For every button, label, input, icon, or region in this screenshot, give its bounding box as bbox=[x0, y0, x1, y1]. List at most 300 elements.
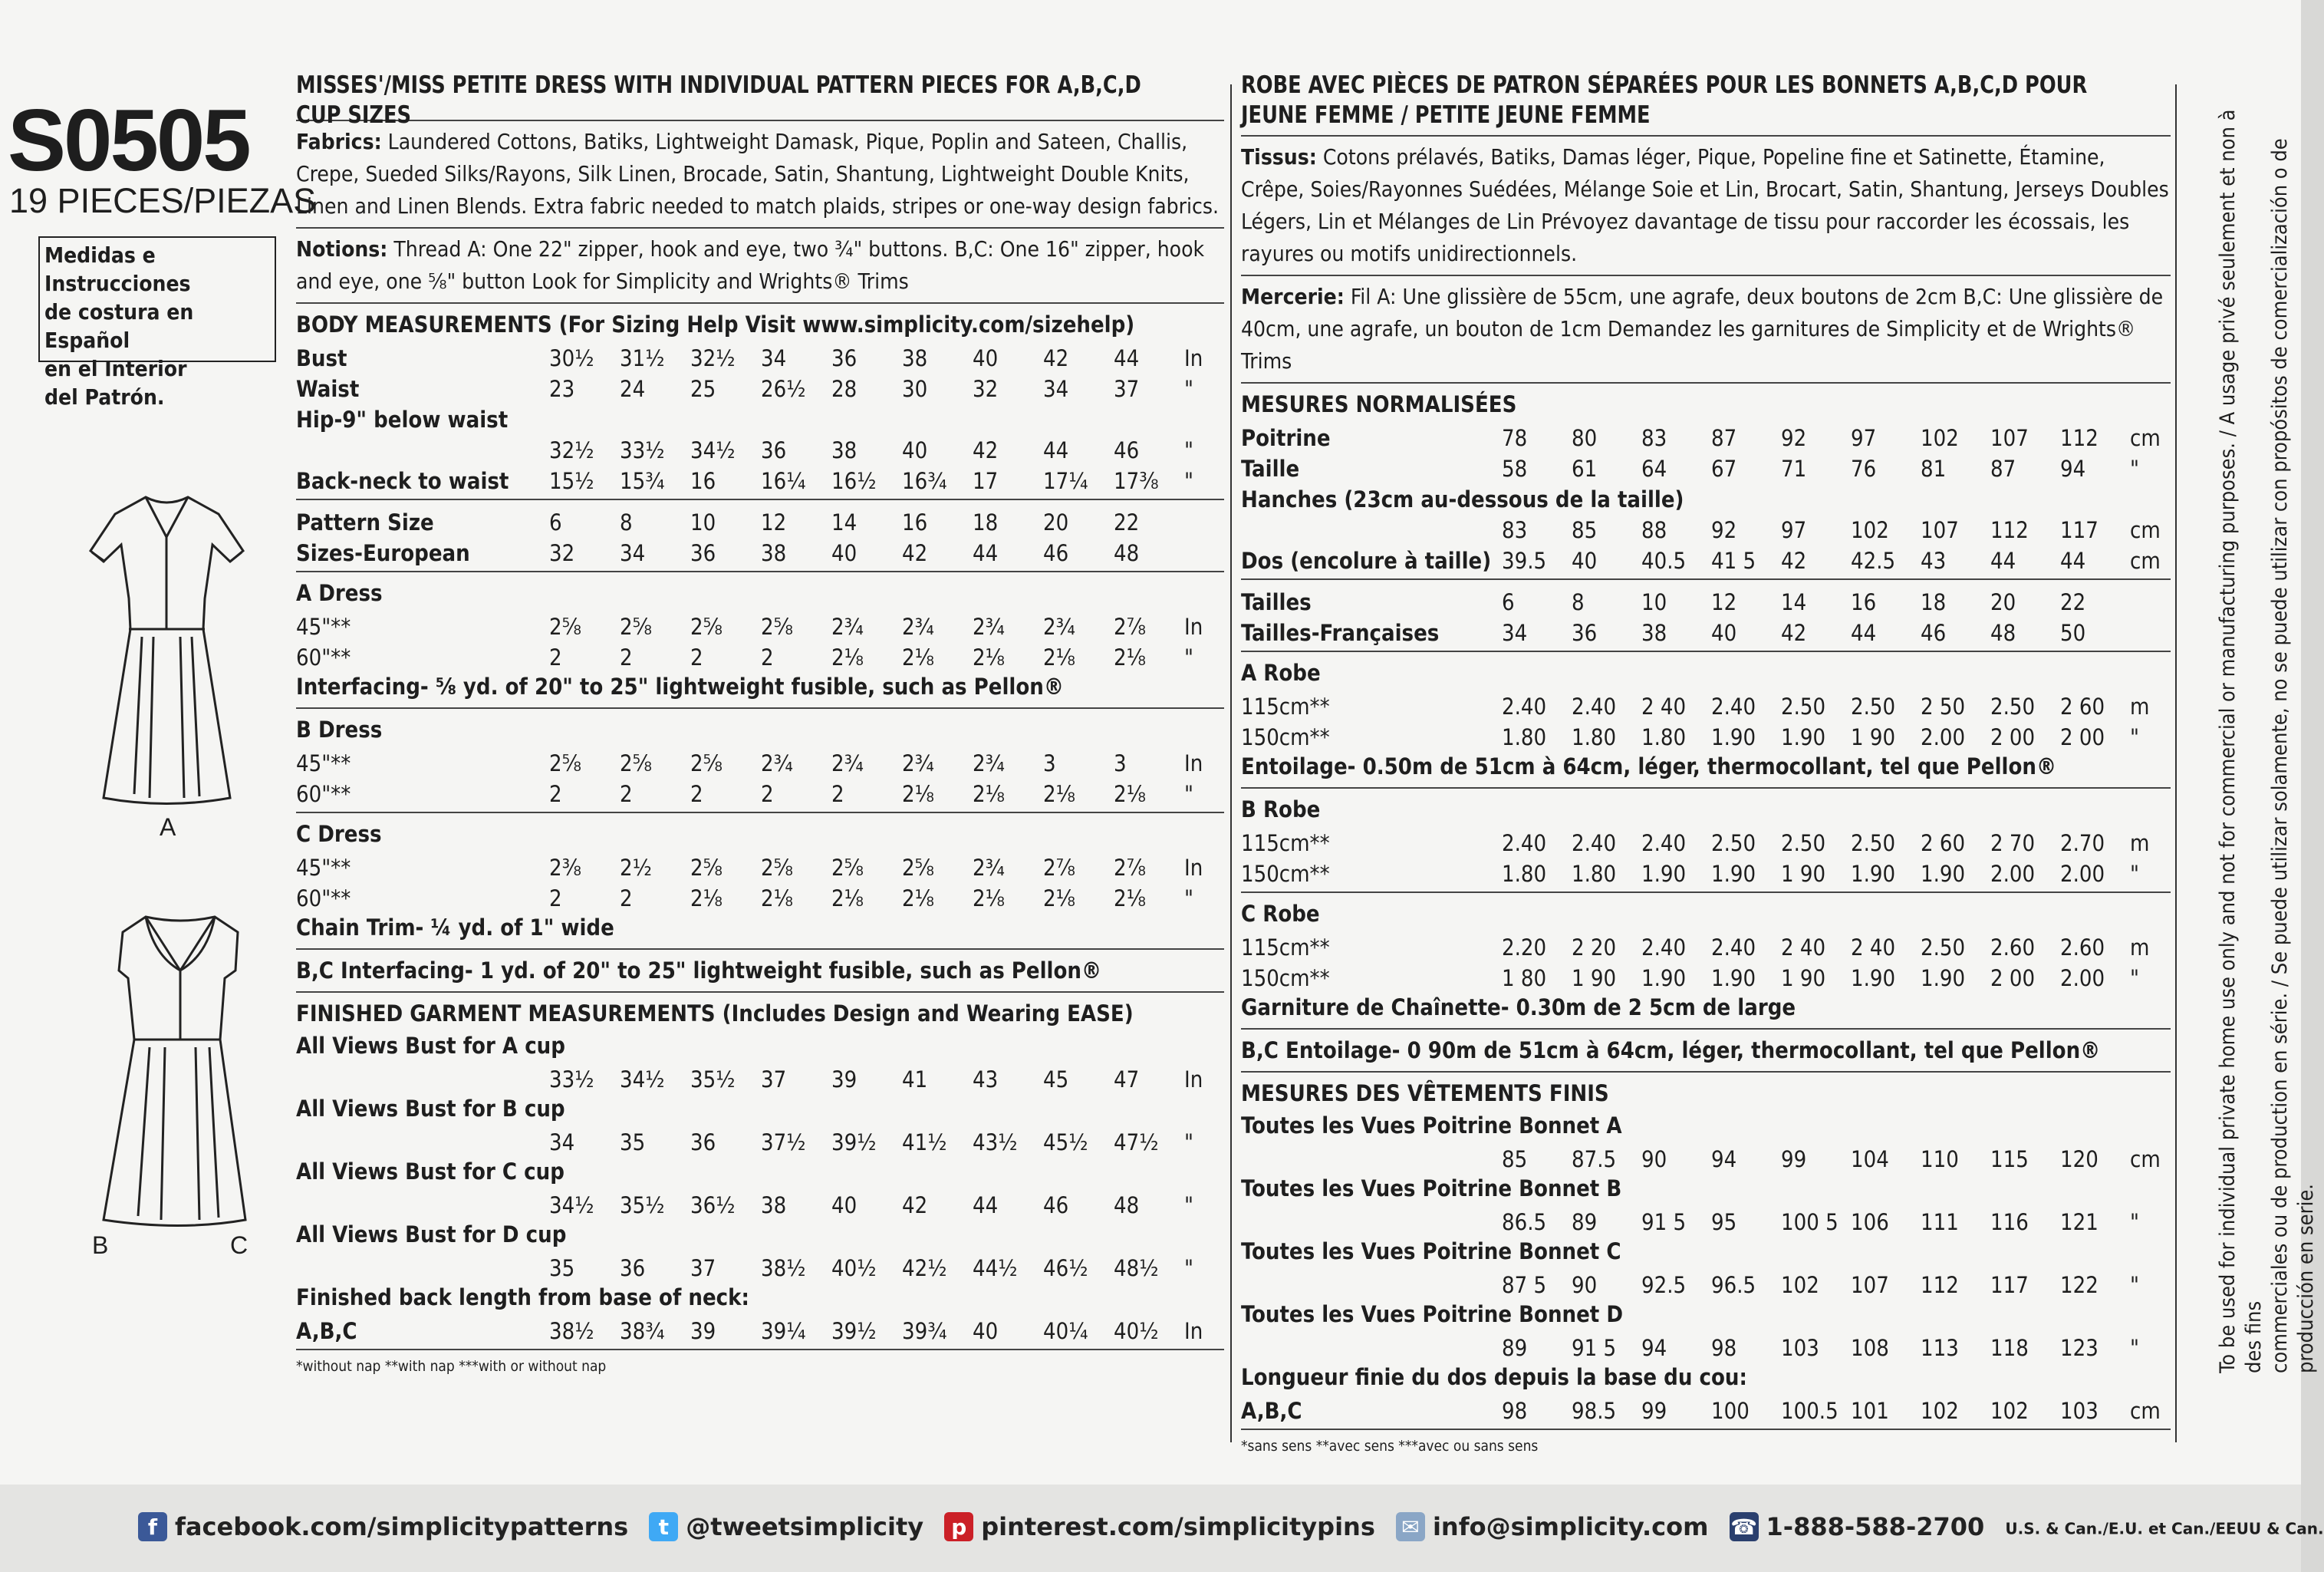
row-value: 85 bbox=[1572, 517, 1598, 543]
row-unit: " bbox=[1184, 1255, 1193, 1281]
divider bbox=[296, 571, 1224, 572]
row-value: 17⅜ bbox=[1114, 468, 1159, 494]
back-length-title: Finished back length from base of neck: bbox=[296, 1284, 749, 1310]
row-value: 90 bbox=[1572, 1272, 1598, 1298]
row-unit: " bbox=[1184, 885, 1193, 911]
row-value: 107 bbox=[1990, 425, 2029, 451]
table-row bbox=[296, 1125, 1224, 1155]
row-value: 23 bbox=[549, 376, 575, 402]
divider bbox=[1241, 1028, 2171, 1030]
row-value: 34½ bbox=[549, 1192, 594, 1218]
row-value: 16¼ bbox=[761, 468, 806, 494]
row-value: 32 bbox=[549, 540, 575, 566]
divider bbox=[1241, 382, 2171, 384]
row-label: 115cm** bbox=[1241, 694, 1330, 720]
facebook-text: facebook.com/simplicitypatterns bbox=[175, 1512, 629, 1541]
sens-footnote: *sans sens **avec sens ***avec ou sans sens bbox=[1241, 1438, 1539, 1455]
fabrics-text: Laundered Cottons, Batiks, Lightweight Damask, Pique, Poplin and Sateen, Challis, Crepe, Sueded Silks/Rayons, Silk Linen, Brocade, Satin, Shantung, Lightweight Double Knits, Linen and Linen Blends. Extra fabric needed to match plaids, stripes or one-way design fabrics. bbox=[296, 129, 1219, 219]
table-row bbox=[296, 1313, 1224, 1344]
twitter-text: @tweetsimplicity bbox=[686, 1512, 924, 1541]
row-value: 3 bbox=[1043, 750, 1056, 776]
spanish-line: Medidas e Instrucciones bbox=[44, 242, 191, 296]
piece-count: 19 PIECES/PIEZAS bbox=[9, 181, 317, 220]
row-value: 2 bbox=[761, 644, 774, 671]
row-value: 2 bbox=[549, 885, 562, 911]
row-value: 2¾ bbox=[973, 614, 1005, 640]
french-column bbox=[1241, 71, 2171, 1455]
row-value: 88 bbox=[1641, 517, 1667, 543]
row-value: 111 bbox=[1921, 1209, 1959, 1235]
bc-entoilage-note: B,C Entoilage- 0 90m de 51cm à 64cm, léger, thermocollant, tel que Pellon® bbox=[1241, 1037, 2101, 1063]
row-label: 45"** bbox=[296, 750, 351, 776]
row-label: 60"** bbox=[296, 644, 351, 671]
row-value: 2¾ bbox=[831, 750, 864, 776]
row-value: 39½ bbox=[831, 1129, 877, 1155]
mercerie-text: Fil A: Une glissière de 55cm, une agrafe, deux boutons de 2cm B,C: Une glissière de 40cm, une agrafe, un bouton de 1cm Demandez les garnitures de Simplicity et de Wrights® Trims bbox=[1241, 284, 2164, 374]
row-value: 85 bbox=[1502, 1146, 1528, 1172]
nap-footnote: *without nap **with nap ***with or without nap bbox=[296, 1358, 607, 1375]
finished-measurements-title: FINISHED GARMENT MEASUREMENTS (Includes Design and Wearing EASE) bbox=[296, 1000, 1134, 1027]
robe-a-entoilage: Entoilage- 0.50m de 51cm à 64cm, léger, thermocollant, tel que Pellon® bbox=[1241, 753, 2057, 779]
row-value: 117 bbox=[1990, 1272, 2029, 1298]
row-value: 3 bbox=[1114, 750, 1127, 776]
row-value: 1.80 bbox=[1502, 861, 1547, 887]
view-a-label: A bbox=[160, 813, 176, 841]
row-value: 92 bbox=[1711, 517, 1737, 543]
row-value: 2⅝ bbox=[620, 750, 652, 776]
row-value: 46 bbox=[1043, 540, 1069, 566]
row-label: Waist bbox=[296, 376, 360, 402]
row-value: 2 bbox=[620, 885, 633, 911]
row-value: 48 bbox=[1114, 540, 1140, 566]
row-unit: " bbox=[2130, 1272, 2139, 1298]
row-value: 36 bbox=[1572, 620, 1598, 646]
row-value: 2 20 bbox=[1572, 934, 1617, 961]
row-value: 90 bbox=[1641, 1146, 1667, 1172]
row-value: 110 bbox=[1921, 1146, 1959, 1172]
row-value: 40 bbox=[1711, 620, 1737, 646]
row-unit: " bbox=[1184, 376, 1193, 402]
row-value: 2 bbox=[690, 644, 703, 671]
row-value: 2⅝ bbox=[549, 750, 581, 776]
tailles-table bbox=[1241, 585, 2171, 646]
row-value: 2⅞ bbox=[1114, 614, 1146, 640]
row-value: 31½ bbox=[620, 345, 665, 371]
row-value: 2.40 bbox=[1502, 694, 1547, 720]
row-value: 39.5 bbox=[1502, 548, 1547, 574]
table-row bbox=[1241, 1393, 2171, 1424]
row-label: 60"** bbox=[296, 781, 351, 807]
row-value: 2.40 bbox=[1572, 830, 1617, 856]
row-label: 60"** bbox=[296, 885, 351, 911]
row-value: 40 bbox=[831, 1192, 858, 1218]
table-row bbox=[296, 536, 1224, 566]
row-heading: All Views Bust for A cup bbox=[296, 1033, 565, 1059]
row-value: 2 bbox=[761, 781, 774, 807]
table-row bbox=[296, 433, 1224, 463]
row-value: 35½ bbox=[690, 1066, 736, 1092]
table-row bbox=[1241, 482, 2171, 512]
row-value: 1.90 bbox=[1641, 861, 1687, 887]
row-unit: In bbox=[1184, 855, 1203, 881]
pattern-number: S0505 bbox=[8, 92, 249, 189]
dress-a-yardage bbox=[296, 609, 1224, 671]
pinterest-link[interactable] bbox=[944, 1512, 1375, 1541]
row-value: 1.90 bbox=[1851, 965, 1896, 991]
row-value: 2.00 bbox=[1990, 861, 2036, 887]
finished-measurements-table bbox=[296, 1030, 1224, 1281]
divider bbox=[1241, 1071, 2171, 1073]
row-value: 98 bbox=[1711, 1335, 1737, 1361]
english-column bbox=[296, 71, 1224, 1375]
row-label: Hanches (23cm au-dessous de la taille) bbox=[1241, 486, 1684, 512]
row-value: 117 bbox=[2060, 517, 2099, 543]
row-value: 12 bbox=[761, 509, 787, 536]
row-value: 39 bbox=[831, 1066, 858, 1092]
row-value: 2.50 bbox=[1711, 830, 1756, 856]
row-value: 2⅛ bbox=[1114, 644, 1146, 671]
mercerie-section bbox=[1241, 281, 2171, 377]
row-value: 1.80 bbox=[1641, 724, 1687, 750]
row-value: 15½ bbox=[549, 468, 594, 494]
disclaimer-line: To be used for individual private home use only and not for commercial or manufacturing purposes. / A usage privé seulement et non à des fins bbox=[2216, 109, 2266, 1373]
row-value: 33½ bbox=[620, 437, 665, 463]
divider bbox=[296, 948, 1224, 950]
row-label: Taille bbox=[1241, 456, 1300, 482]
mesures-finis-title: MESURES DES VÊTEMENTS FINIS bbox=[1241, 1080, 1609, 1106]
row-value: 18 bbox=[973, 509, 999, 536]
row-value: 2¾ bbox=[902, 614, 934, 640]
dress-a-interfacing: Interfacing- ⅝ yd. of 20" to 25" lightweight fusible, such as Pellon® bbox=[296, 674, 1064, 700]
divider bbox=[1241, 651, 2171, 652]
row-value: 6 bbox=[1502, 589, 1515, 615]
row-value: 92.5 bbox=[1641, 1272, 1687, 1298]
row-label: Back-neck to waist bbox=[296, 468, 509, 494]
row-label: A,B,C bbox=[296, 1318, 357, 1344]
row-value: 17 bbox=[973, 468, 999, 494]
row-value: 46 bbox=[1114, 437, 1140, 463]
robe-b-metrage bbox=[1241, 826, 2171, 887]
row-value: 1.90 bbox=[1921, 861, 1966, 887]
row-value: 30 bbox=[902, 376, 928, 402]
twitter-link[interactable] bbox=[649, 1512, 923, 1541]
row-value: 2½ bbox=[620, 855, 652, 881]
row-unit: " bbox=[1184, 1129, 1193, 1155]
row-unit: " bbox=[2130, 861, 2139, 887]
row-value: 2.40 bbox=[1572, 694, 1617, 720]
row-unit: In bbox=[1184, 614, 1203, 640]
row-unit: " bbox=[1184, 781, 1193, 807]
fabrics-section bbox=[296, 126, 1224, 222]
view-c-label: C bbox=[230, 1231, 249, 1259]
row-value: 10 bbox=[1641, 589, 1667, 615]
row-value: 50 bbox=[2060, 620, 2086, 646]
divider bbox=[1241, 787, 2171, 789]
row-value: 16 bbox=[690, 468, 716, 494]
row-unit: cm bbox=[2130, 1398, 2161, 1424]
row-value: 1.90 bbox=[1781, 724, 1826, 750]
english-title: MISSES'/MISS PETITE DRESS WITH INDIVIDUAL PATTERN PIECES FOR A,B,C,D CUP SIZES bbox=[296, 71, 1141, 129]
dress-a-title: A Dress bbox=[296, 580, 383, 606]
row-value: 38 bbox=[761, 1192, 787, 1218]
row-value: 6 bbox=[549, 509, 562, 536]
row-value: 112 bbox=[2060, 425, 2099, 451]
row-value: 2.40 bbox=[1641, 830, 1687, 856]
row-value: 42½ bbox=[902, 1255, 947, 1281]
row-value: 1.80 bbox=[1572, 724, 1617, 750]
row-value: 87 bbox=[1990, 456, 2016, 482]
row-value: 2.60 bbox=[1990, 934, 2036, 961]
row-heading: Toutes les Vues Poitrine Bonnet D bbox=[1241, 1301, 1624, 1327]
row-heading: All Views Bust for C cup bbox=[296, 1158, 565, 1185]
row-value: 36½ bbox=[690, 1192, 736, 1218]
row-unit: " bbox=[2130, 965, 2139, 991]
row-value: 17¼ bbox=[1043, 468, 1088, 494]
row-value: 2⅛ bbox=[831, 644, 864, 671]
row-value: 58 bbox=[1502, 456, 1528, 482]
row-value: 106 bbox=[1851, 1209, 1889, 1235]
row-value: 71 bbox=[1781, 456, 1807, 482]
row-value: 14 bbox=[831, 509, 858, 536]
row-value: 2.20 bbox=[1502, 934, 1547, 961]
row-value: 44 bbox=[1990, 548, 2016, 574]
row-value: 36 bbox=[620, 1255, 646, 1281]
row-unit: " bbox=[1184, 644, 1193, 671]
row-value: 48½ bbox=[1114, 1255, 1159, 1281]
divider bbox=[1241, 891, 2171, 893]
row-value: 41 bbox=[902, 1066, 928, 1092]
row-label: 115cm** bbox=[1241, 830, 1330, 856]
row-value: 118 bbox=[1990, 1335, 2029, 1361]
table-row bbox=[296, 640, 1224, 671]
row-value: 38 bbox=[902, 345, 928, 371]
row-value: 38 bbox=[761, 540, 787, 566]
row-value: 20 bbox=[1043, 509, 1069, 536]
row-value: 26½ bbox=[761, 376, 806, 402]
table-row bbox=[296, 746, 1224, 776]
divider bbox=[296, 499, 1224, 500]
row-value: 76 bbox=[1851, 456, 1877, 482]
divider bbox=[296, 302, 1224, 304]
robe-a-title: A Robe bbox=[1241, 660, 1321, 686]
row-value: 102 bbox=[1990, 1398, 2029, 1424]
table-row bbox=[1241, 1205, 2171, 1235]
table-row bbox=[296, 371, 1224, 402]
row-value: 78 bbox=[1502, 425, 1528, 451]
row-value: 61 bbox=[1572, 456, 1598, 482]
row-label: Tailles-Françaises bbox=[1241, 620, 1440, 646]
row-value: 2 60 bbox=[1921, 830, 1966, 856]
row-value: 24 bbox=[620, 376, 646, 402]
row-label: Bust bbox=[296, 345, 347, 371]
row-value: 2⅝ bbox=[761, 614, 793, 640]
row-value: 25 bbox=[690, 376, 716, 402]
row-value: 34½ bbox=[620, 1066, 665, 1092]
divider bbox=[296, 120, 1224, 121]
row-value: 112 bbox=[1921, 1272, 1959, 1298]
row-value: 96.5 bbox=[1711, 1272, 1756, 1298]
row-value: 2⅛ bbox=[973, 781, 1005, 807]
row-value: 16¾ bbox=[902, 468, 947, 494]
row-heading: All Views Bust for B cup bbox=[296, 1096, 565, 1122]
row-value: 99 bbox=[1641, 1398, 1667, 1424]
row-value: 42 bbox=[1043, 345, 1069, 371]
row-unit: " bbox=[1184, 1192, 1193, 1218]
row-value: 34½ bbox=[690, 437, 736, 463]
row-value: 37 bbox=[761, 1066, 787, 1092]
row-value: 1.90 bbox=[1851, 861, 1896, 887]
phone-icon: ☎ bbox=[1730, 1512, 1759, 1541]
row-unit: " bbox=[2130, 456, 2139, 482]
row-value: 45½ bbox=[1043, 1129, 1088, 1155]
row-value: 1.90 bbox=[1711, 965, 1756, 991]
row-value: 16 bbox=[1851, 589, 1877, 615]
table-row bbox=[296, 341, 1224, 371]
fabrics-label: Fabrics: bbox=[296, 129, 382, 154]
contact-footer bbox=[0, 1485, 2324, 1572]
row-value: 116 bbox=[1990, 1209, 2029, 1235]
phone-text: 1-888-588-2700 bbox=[1766, 1512, 1985, 1541]
email-link[interactable] bbox=[1396, 1512, 1708, 1541]
table-row bbox=[1241, 451, 2171, 482]
row-value: 89 bbox=[1502, 1335, 1528, 1361]
row-label: 115cm** bbox=[1241, 934, 1330, 961]
row-value: 87.5 bbox=[1572, 1146, 1617, 1172]
row-value: 2.50 bbox=[1781, 694, 1826, 720]
row-value: 39 bbox=[690, 1318, 716, 1344]
row-value: 44½ bbox=[973, 1255, 1018, 1281]
row-value: 86.5 bbox=[1502, 1209, 1547, 1235]
row-value: 10 bbox=[690, 509, 716, 536]
row-value: 2 bbox=[549, 644, 562, 671]
notions-text: Thread A: One 22" zipper, hook and eye, two ¾" buttons. B,C: One 16" zipper, hook and eye, one ⅝" button Look for Simplicity and Wrights® Trims bbox=[296, 236, 1205, 294]
row-value: 95 bbox=[1711, 1209, 1737, 1235]
row-value: 42 bbox=[1781, 620, 1807, 646]
row-value: 1.80 bbox=[1572, 861, 1617, 887]
table-row bbox=[1241, 585, 2171, 615]
row-value: 103 bbox=[1781, 1335, 1819, 1361]
table-row bbox=[296, 505, 1224, 536]
divider bbox=[1241, 578, 2171, 580]
row-value: 1.90 bbox=[1711, 861, 1756, 887]
facebook-link[interactable] bbox=[138, 1512, 628, 1541]
table-row bbox=[1241, 420, 2171, 451]
row-unit: cm bbox=[2130, 548, 2161, 574]
row-value: 40 bbox=[1572, 548, 1598, 574]
row-value: 91 5 bbox=[1572, 1335, 1617, 1361]
row-value: 34 bbox=[1502, 620, 1528, 646]
row-label: A,B,C bbox=[1241, 1398, 1302, 1424]
row-value: 2 60 bbox=[2060, 694, 2105, 720]
row-value: 40 bbox=[902, 437, 928, 463]
row-value: 120 bbox=[2060, 1146, 2099, 1172]
table-row bbox=[296, 1062, 1224, 1092]
row-value: 80 bbox=[1572, 425, 1598, 451]
phone-link[interactable] bbox=[1730, 1512, 1985, 1541]
row-value: 47½ bbox=[1114, 1129, 1159, 1155]
row-value: 2⅛ bbox=[973, 885, 1005, 911]
row-value: 2⅛ bbox=[973, 644, 1005, 671]
dress-b-yardage bbox=[296, 746, 1224, 807]
mesures-title: MESURES NORMALISÉES bbox=[1241, 391, 1517, 417]
row-value: 87 bbox=[1711, 425, 1737, 451]
row-value: 36 bbox=[690, 540, 716, 566]
body-measurements-title: BODY MEASUREMENTS (For Sizing Help Visit www.simplicity.com/sizehelp) bbox=[296, 311, 1135, 338]
row-value: 35 bbox=[549, 1255, 575, 1281]
row-value: 91 5 bbox=[1641, 1209, 1687, 1235]
row-value: 1.80 bbox=[1502, 724, 1547, 750]
row-value: 39½ bbox=[831, 1318, 877, 1344]
row-value: 44 bbox=[973, 1192, 999, 1218]
row-value: 2⅝ bbox=[831, 855, 864, 881]
row-label: Hip-9" below waist bbox=[296, 407, 509, 433]
table-row bbox=[296, 1188, 1224, 1218]
size-table bbox=[296, 505, 1224, 566]
row-value: 2¾ bbox=[973, 855, 1005, 881]
row-value: 2 bbox=[549, 781, 562, 807]
spanish-instructions-box bbox=[38, 236, 276, 410]
row-value: 44 bbox=[973, 540, 999, 566]
email-text: info@simplicity.com bbox=[1432, 1512, 1709, 1541]
robe-c-metrage bbox=[1241, 930, 2171, 991]
row-label: 150cm** bbox=[1241, 724, 1330, 750]
row-value: 94 bbox=[2060, 456, 2086, 482]
row-unit: m bbox=[2130, 934, 2150, 961]
disclaimer-line: commerciales ou de production en série. / Se puede utilizar solamente, no se puede utilizar con propósitos de comercialización o de producción en serie. bbox=[2268, 138, 2318, 1373]
row-unit: cm bbox=[2130, 425, 2161, 451]
row-value: 2.50 bbox=[1781, 830, 1826, 856]
row-value: 2⅞ bbox=[1043, 855, 1075, 881]
row-value: 83 bbox=[1502, 517, 1528, 543]
longueur-dos-title: Longueur finie du dos depuis la base du cou: bbox=[1241, 1364, 1747, 1390]
row-value: 37 bbox=[1114, 376, 1140, 402]
row-value: 46 bbox=[1043, 1192, 1069, 1218]
table-row bbox=[296, 850, 1224, 881]
row-value: 16½ bbox=[831, 468, 877, 494]
row-value: 102 bbox=[1851, 517, 1889, 543]
row-value: 2.40 bbox=[1641, 934, 1687, 961]
chainette-note: Garniture de Chaînette- 0.30m de 2 5cm de large bbox=[1241, 994, 1796, 1020]
row-value: 36 bbox=[761, 437, 787, 463]
region-text: U.S. & Can./E.U. et Can./EEUU & Can. bbox=[2005, 1519, 2324, 1538]
row-value: 42 bbox=[902, 1192, 928, 1218]
row-value: 32 bbox=[973, 376, 999, 402]
row-value: 2 70 bbox=[1990, 830, 2036, 856]
row-value: 1.90 bbox=[1641, 965, 1687, 991]
row-value: 47 bbox=[1114, 1066, 1140, 1092]
divider bbox=[1241, 275, 2171, 276]
row-value: 2⅝ bbox=[690, 855, 723, 881]
divider bbox=[1241, 1429, 2171, 1430]
twitter-icon: t bbox=[649, 1512, 678, 1541]
dress-a-illustration bbox=[73, 491, 261, 813]
row-unit: m bbox=[2130, 830, 2150, 856]
row-value: 2 40 bbox=[1641, 694, 1687, 720]
robe-c-title: C Robe bbox=[1241, 901, 1320, 927]
row-value: 22 bbox=[1114, 509, 1140, 536]
row-value: 1 80 bbox=[1502, 965, 1547, 991]
row-value: 2⅞ bbox=[1114, 855, 1146, 881]
row-value: 2⅝ bbox=[690, 614, 723, 640]
row-value: 100 bbox=[1711, 1398, 1750, 1424]
row-value: 32½ bbox=[690, 345, 736, 371]
dress-b-title: B Dress bbox=[296, 717, 383, 743]
row-value: 2 bbox=[620, 644, 633, 671]
row-value: 2⅛ bbox=[831, 885, 864, 911]
row-value: 108 bbox=[1851, 1335, 1889, 1361]
row-value: 43½ bbox=[973, 1129, 1018, 1155]
row-value: 34 bbox=[761, 345, 787, 371]
